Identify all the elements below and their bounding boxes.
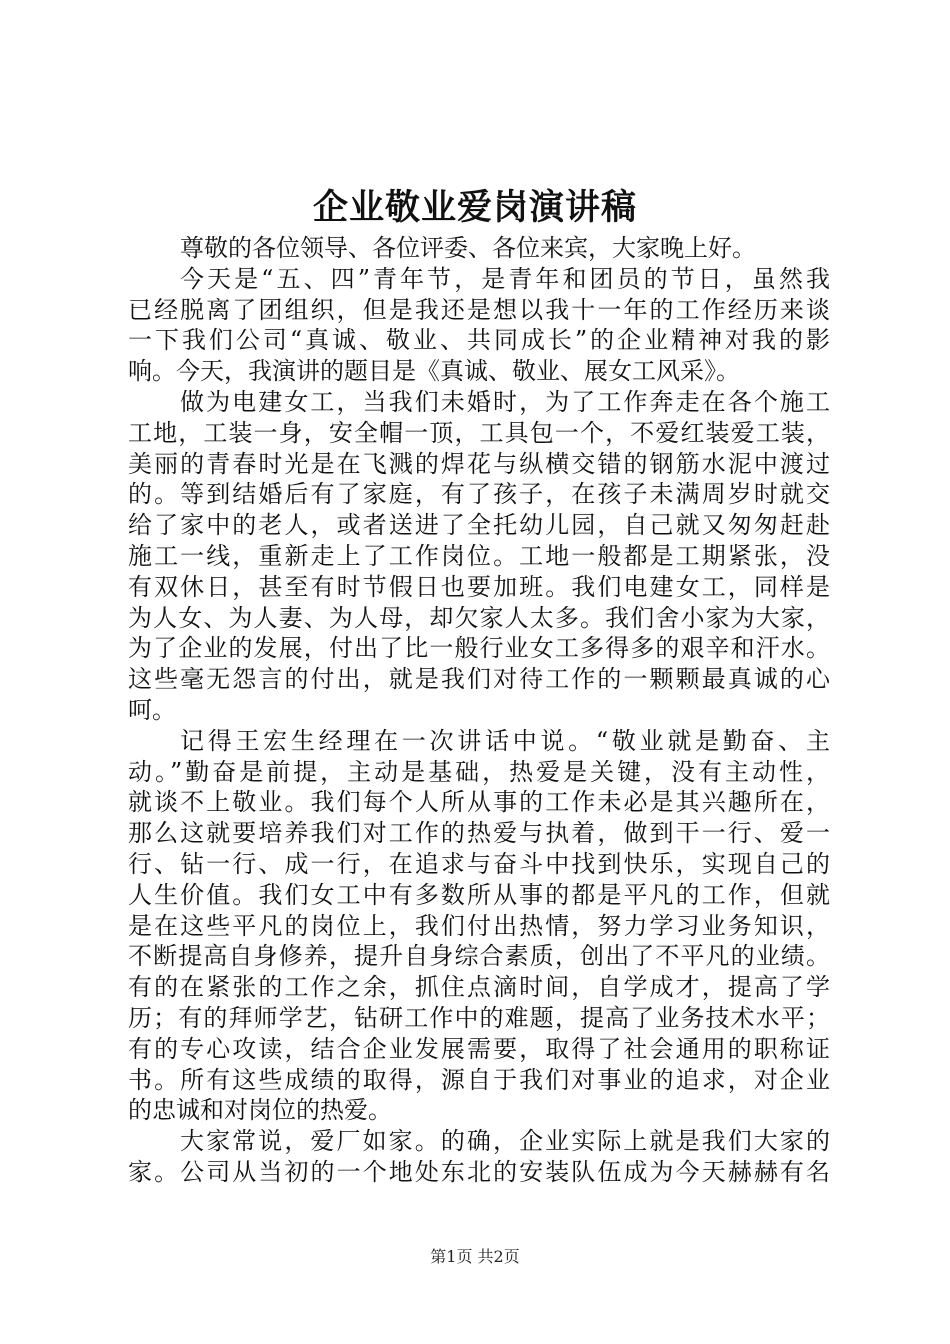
body-line: 呵。 <box>128 695 176 724</box>
body-line: 大家常说，爱厂如家。的确，企业实际上就是我们大家的 <box>180 1127 830 1156</box>
body-line: 美丽的青春时光是在飞溅的焊花与纵横交错的钢筋水泥中渡过 <box>128 449 830 478</box>
body-line: 家。公司从当初的一个地处东北的安装队伍成为今天赫赫有名 <box>128 1157 830 1186</box>
body-line: 有双休日，甚至有时节假日也要加班。我们电建女工，同样是 <box>128 572 830 601</box>
body-line: 行、钻一行、成一行，在追求与奋斗中找到快乐，实现自己的 <box>128 849 830 878</box>
body-line: 的。等到结婚后有了家庭，有了孩子，在孩子未满周岁时就交 <box>128 480 830 509</box>
body-line: 今天是“五、四”青年节，是青年和团员的节日，虽然我 <box>180 264 830 293</box>
body-line: 是在这些平凡的岗位上，我们付出热情，努力学习业务知识， <box>128 911 830 940</box>
body-line: 记得王宏生经理在一次讲话中说。“敬业就是勤奋、主 <box>180 726 830 755</box>
body-line: 人生价值。我们女工中有多数所从事的都是平凡的工作，但就 <box>128 880 830 909</box>
document-title: 企业敬业爱岗演讲稿 <box>312 187 637 228</box>
body-line: 一下我们公司“真诚、敬业、共同成长”的企业精神对我的影 <box>128 326 830 355</box>
body-line: 历；有的拜师学艺，钻研工作中的难题，提高了业务技术水平； <box>128 1003 830 1032</box>
body-line: 响。今天，我演讲的题目是《真诚、敬业、展女工风采》。 <box>128 357 740 386</box>
body-line: 施工一线，重新走上了工作岗位。工地一般都是工期紧张，没 <box>128 541 830 570</box>
page-footer: 第1页 共2页 <box>430 1247 520 1266</box>
body-line: 工地，工装一身，安全帽一顶，工具包一个，不爱红装爱工装， <box>128 418 830 447</box>
body-line: 不断提高自身修养，提升自身综合素质，创出了不平凡的业绩。 <box>128 942 830 971</box>
body-line: 这些毫无怨言的付出，就是我们对待工作的一颗颗最真诚的心 <box>128 665 830 694</box>
body-line: 那么这就要培养我们对工作的热爱与执着，做到干一行、爱一 <box>128 819 830 848</box>
body-line: 给了家中的老人，或者送进了全托幼儿园，自己就又匆匆赶赴 <box>128 511 830 540</box>
document-body <box>128 233 830 1188</box>
body-line: 做为电建女工，当我们未婚时，为了工作奔走在各个施工 <box>180 387 830 416</box>
body-line: 就谈不上敬业。我们每个人所从事的工作未必是其兴趣所在， <box>128 788 830 817</box>
body-line: 为人女、为人妻、为人母，却欠家人太多。我们舍小家为大家， <box>128 603 830 632</box>
body-line: 书。所有这些成绩的取得，源自于我们对事业的追求，对企业 <box>128 1065 830 1094</box>
body-line: 尊敬的各位领导、各位评委、各位来宾，大家晚上好。 <box>180 234 756 262</box>
body-line: 的忠诚和对岗位的热爱。 <box>128 1096 392 1125</box>
body-line: 有的专心攻读，结合企业发展需要，取得了社会通用的职称证 <box>128 1034 830 1063</box>
body-line: 动。”勤奋是前提，主动是基础，热爱是关键，没有主动性， <box>128 757 830 786</box>
body-line: 有的在紧张的工作之余，抓住点滴时间，自学成才，提高了学 <box>128 973 830 1002</box>
body-line: 为了企业的发展，付出了比一般行业女工多得多的艰辛和汗水。 <box>128 634 830 663</box>
body-line: 已经脱离了团组织，但是我还是想以我十一年的工作经历来谈 <box>128 295 830 324</box>
